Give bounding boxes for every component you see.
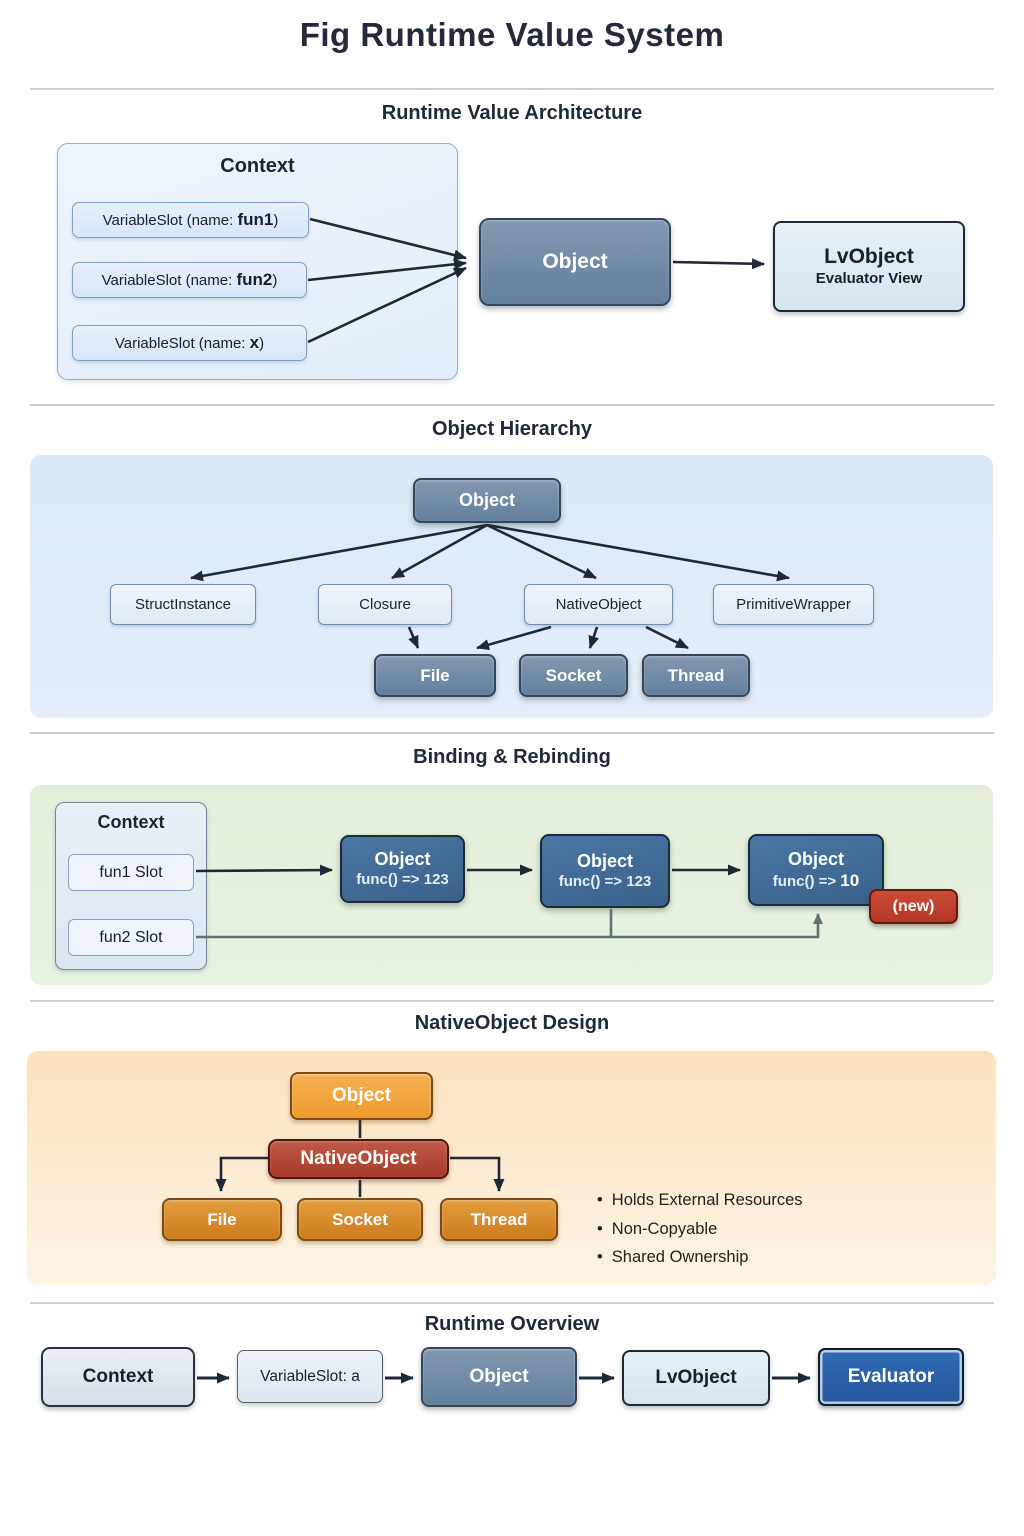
native-design-nativeobject: NativeObject	[268, 1139, 449, 1179]
section-heading-binding: Binding & Rebinding	[413, 746, 611, 768]
bullet-non-copyable: • Non-Copyable	[597, 1220, 717, 1239]
binding-object-1	[340, 835, 465, 903]
binding-slot-fun2: fun2 Slot	[68, 919, 194, 956]
detail-value: 123	[626, 872, 652, 890]
lvobject-subtitle: Evaluator View	[815, 270, 923, 288]
slot-prefix: VariableSlot (name:	[114, 334, 246, 352]
detail-value: 123	[423, 870, 449, 888]
overview-context: Context	[41, 1347, 195, 1407]
divider	[30, 404, 994, 406]
hierarchy-child-nativeobject: NativeObject	[524, 584, 673, 625]
native-design-file: File	[162, 1198, 282, 1241]
native-design-object: Object	[290, 1072, 433, 1120]
hierarchy-native-file: File	[374, 654, 496, 697]
slot-prefix: VariableSlot (name:	[102, 211, 234, 229]
page-title: Fig Runtime Value System	[299, 16, 725, 53]
arrow-object-to-lvobject	[673, 262, 764, 264]
detail-prefix: func() =>	[772, 873, 837, 891]
section-heading-hierarchy: Object Hierarchy	[431, 418, 593, 440]
overview-evaluator: Evaluator	[818, 1348, 964, 1406]
object-title: Object	[374, 849, 431, 870]
detail-prefix: func() =>	[356, 870, 420, 888]
overview-lvobject: LvObject	[622, 1350, 770, 1406]
slot-suffix: )	[259, 334, 265, 352]
variable-slot-x	[72, 325, 307, 361]
section-heading-architecture: Runtime Value Architecture	[381, 102, 643, 124]
hierarchy-native-socket: Socket	[519, 654, 628, 697]
divider	[30, 732, 994, 734]
hierarchy-child-primitivewrapper: PrimitiveWrapper	[713, 584, 874, 625]
native-design-socket: Socket	[297, 1198, 423, 1241]
object-title: Object	[787, 848, 844, 869]
overview-object: Object	[421, 1347, 577, 1407]
bullet-shared-ownership: • Shared Ownership	[597, 1248, 748, 1267]
context-panel-title: Context	[220, 155, 295, 177]
lvobject-node	[773, 221, 965, 312]
detail-value: 10	[840, 871, 860, 891]
slot-name: x	[249, 333, 260, 352]
binding-slot-fun1: fun1 Slot	[68, 854, 194, 891]
detail-prefix: func() =>	[558, 872, 623, 890]
section-heading-overview: Runtime Overview	[424, 1313, 600, 1335]
object-node-architecture: Object	[479, 218, 671, 306]
section-heading-native-design: NativeObject Design	[414, 1012, 610, 1034]
hierarchy-native-thread: Thread	[642, 654, 750, 697]
slot-suffix: )	[273, 211, 279, 229]
slot-name: fun1	[237, 210, 274, 229]
slot-name: fun2	[236, 270, 273, 289]
object-detail	[773, 870, 859, 892]
hierarchy-root-object: Object	[413, 478, 561, 523]
divider	[30, 1000, 994, 1002]
hierarchy-child-closure: Closure	[318, 584, 452, 625]
new-badge: (new)	[869, 889, 958, 924]
slot-suffix: )	[272, 271, 278, 289]
object-detail	[559, 873, 652, 892]
lvobject-title: LvObject	[824, 245, 914, 268]
divider	[30, 88, 994, 90]
binding-object-3	[748, 834, 884, 906]
native-design-panel	[27, 1051, 996, 1285]
object-detail	[356, 871, 449, 890]
slot-prefix: VariableSlot (name:	[101, 271, 233, 289]
binding-context-title: Context	[97, 812, 165, 832]
hierarchy-child-structinstance: StructInstance	[110, 584, 256, 625]
native-design-thread: Thread	[440, 1198, 558, 1241]
variable-slot-fun2	[72, 262, 307, 298]
overview-variableslot: VariableSlot: a	[237, 1350, 383, 1403]
divider	[30, 1302, 994, 1304]
bullet-holds-external-resources: • Holds External Resources	[597, 1191, 803, 1210]
binding-object-2	[540, 834, 670, 908]
object-title: Object	[576, 851, 633, 872]
variable-slot-fun1	[72, 202, 309, 238]
